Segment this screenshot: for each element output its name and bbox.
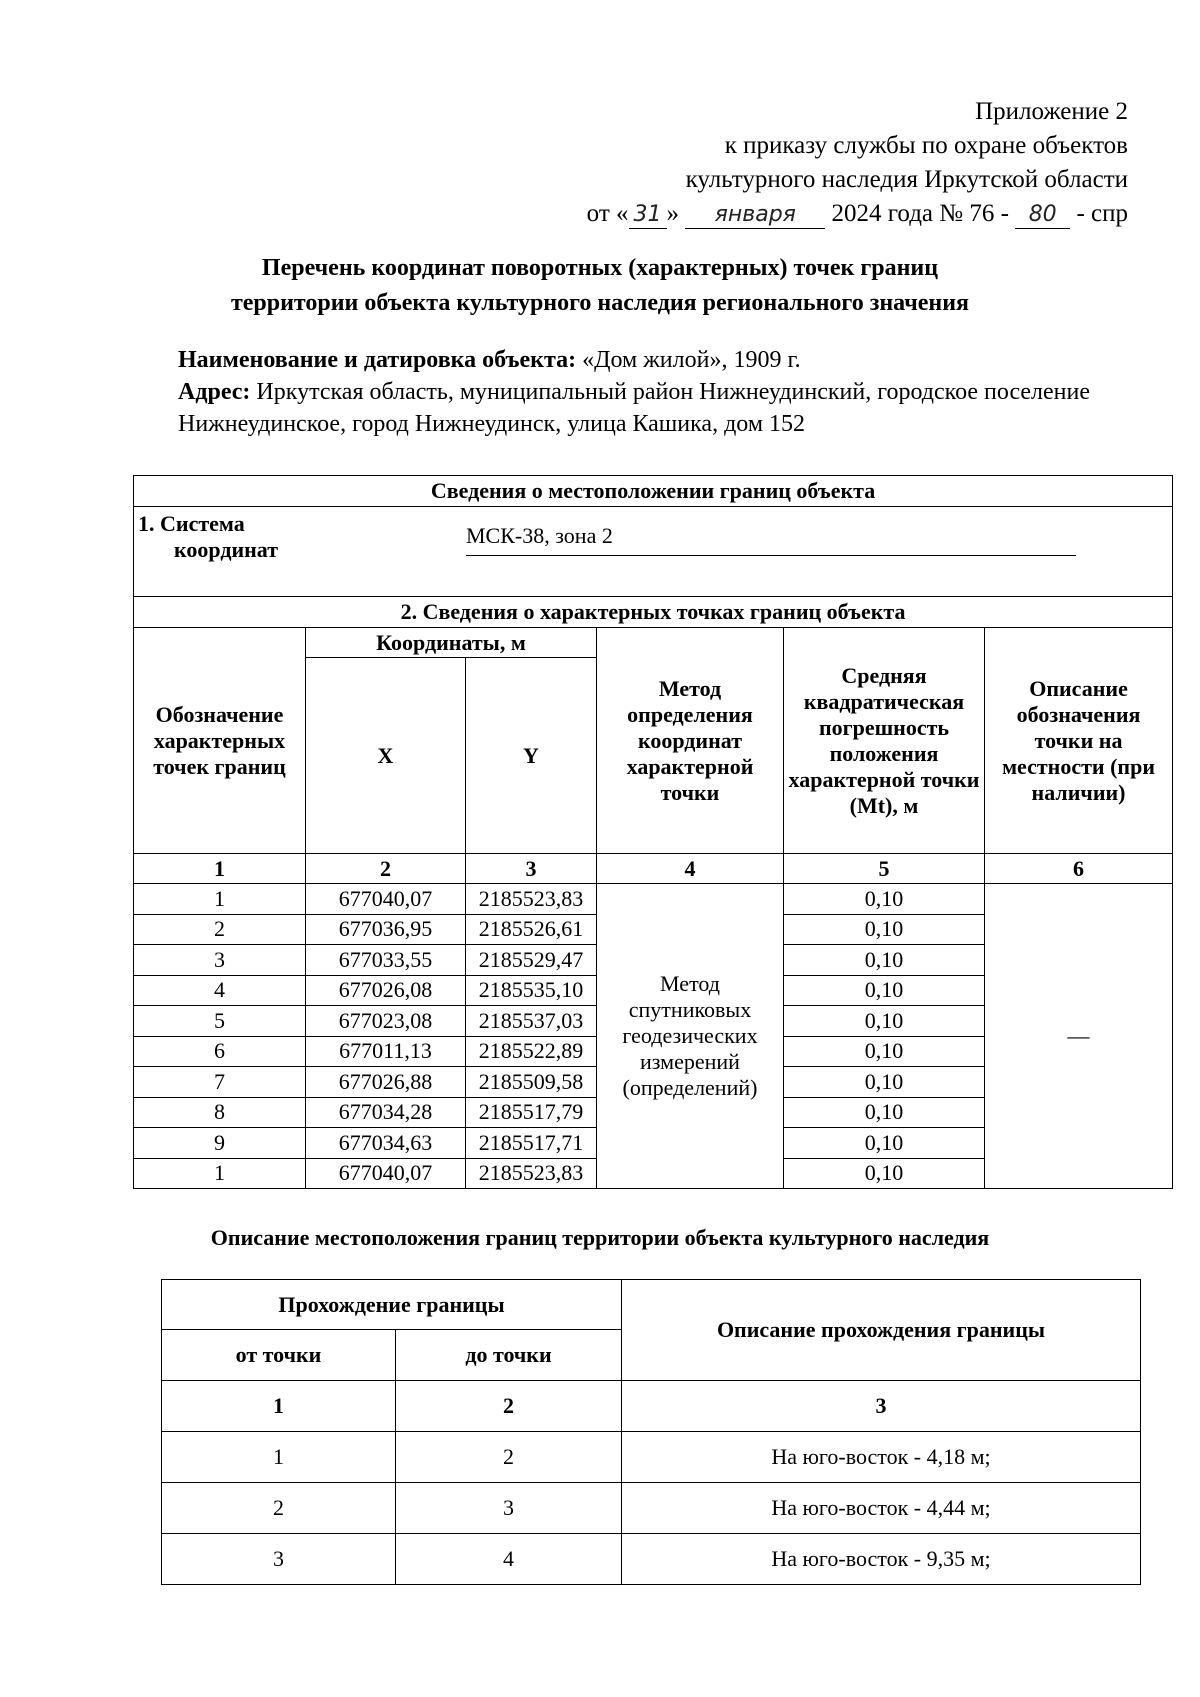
table-row — [162, 1534, 1141, 1585]
column-numbers-row — [134, 854, 1173, 884]
mt-cell: 0,10 — [784, 1006, 985, 1037]
table-row — [162, 1432, 1141, 1483]
object-name-value: «Дом жилой», 1909 г. — [582, 347, 801, 373]
col-number: 1 — [162, 1381, 396, 1432]
from-point-cell: 2 — [162, 1483, 396, 1534]
y-cell: 2185523,83 — [466, 1158, 597, 1189]
x-cell: 677011,13 — [306, 1036, 466, 1067]
quote-close: » — [666, 200, 680, 227]
section-location-title: Сведения о местоположении границ объекта — [134, 476, 1173, 507]
col-number: 2 — [396, 1381, 622, 1432]
point-cell: 9 — [134, 1128, 306, 1159]
section-points-title: 2. Сведения о характерных точках границ объекта — [134, 597, 1173, 628]
x-cell: 677034,28 — [306, 1097, 466, 1128]
header-description: Описание обозначения точки на местности (при наличии) — [985, 628, 1173, 854]
handwritten-day: 31 — [629, 202, 667, 229]
mt-cell: 0,10 — [784, 975, 985, 1006]
point-cell: 8 — [134, 1097, 306, 1128]
x-cell: 677034,63 — [306, 1128, 466, 1159]
order-authority: культурного наследия Иркутской области — [685, 166, 1128, 193]
y-cell: 2185529,47 — [466, 945, 597, 976]
header-coordinates: Координаты, м — [306, 628, 597, 658]
object-address — [178, 376, 1138, 440]
coordinate-system-value: МСК-38, зона 2 — [466, 523, 1076, 556]
y-cell: 2185535,10 — [466, 975, 597, 1006]
x-cell: 677040,07 — [306, 884, 466, 915]
mt-cell: 0,10 — [784, 1158, 985, 1189]
from-point-cell: 1 — [162, 1432, 396, 1483]
boundary-description-title: Описание местоположения границ территории объекта культурного наследия — [210, 1225, 990, 1250]
point-cell: 3 — [134, 945, 306, 976]
object-name-label: Наименование и датировка объекта: — [178, 347, 577, 373]
y-cell: 2185517,79 — [466, 1097, 597, 1128]
order-date-line — [587, 197, 1128, 231]
y-cell: 2185522,89 — [466, 1036, 597, 1067]
col-number: 3 — [622, 1381, 1141, 1432]
x-cell: 677026,88 — [306, 1067, 466, 1098]
coordinates-table — [133, 475, 1173, 1189]
header-from-point: от точки — [162, 1330, 396, 1381]
object-name — [178, 344, 1138, 376]
coordinate-system-row — [134, 507, 1173, 597]
x-cell: 677026,08 — [306, 975, 466, 1006]
boundary-description-cell: На юго-восток - 4,44 м; — [622, 1483, 1141, 1534]
table-row — [162, 1483, 1141, 1534]
to-point-cell: 3 — [396, 1483, 622, 1534]
header-boundary-description: Описание прохождения границы — [622, 1280, 1141, 1381]
point-cell: 2 — [134, 914, 306, 945]
header-error: Средняя квадратическая погрешность положения характерной точки (Mt), м — [784, 628, 985, 854]
boundary-description-cell: На юго-восток - 9,35 м; — [622, 1534, 1141, 1585]
mt-cell: 0,10 — [784, 914, 985, 945]
coordinate-system-label: 1. Система координат — [138, 511, 279, 562]
col-number: 6 — [985, 854, 1173, 884]
mt-cell: 0,10 — [784, 884, 985, 915]
address-label: Адрес: — [178, 379, 251, 405]
column-numbers-row — [162, 1381, 1141, 1432]
header-point: Обозначение характерных точек границ — [134, 628, 306, 854]
col-number: 4 — [597, 854, 784, 884]
mt-cell: 0,10 — [784, 1128, 985, 1159]
y-cell: 2185509,58 — [466, 1067, 597, 1098]
x-cell: 677036,95 — [306, 914, 466, 945]
header-to-point: до точки — [396, 1330, 622, 1381]
address-value: Иркутская область, муниципальный район Нижнеудинский, городское поселение Нижнеудинское, город Нижнеудинск, улица Кашика, дом 152 — [178, 379, 1091, 437]
header-y: Y — [466, 658, 597, 854]
date-prefix: от « — [586, 200, 629, 227]
point-cell: 5 — [134, 1006, 306, 1037]
order-reference: к приказу службы по охране объектов — [724, 132, 1128, 159]
to-point-cell: 4 — [396, 1534, 622, 1585]
handwritten-month: января — [685, 202, 825, 229]
col-number: 2 — [306, 854, 466, 884]
x-cell: 677023,08 — [306, 1006, 466, 1037]
boundary-table — [161, 1279, 1141, 1585]
mt-cell: 0,10 — [784, 1067, 985, 1098]
point-cell: 6 — [134, 1036, 306, 1067]
y-cell: 2185517,71 — [466, 1128, 597, 1159]
mt-cell: 0,10 — [784, 1036, 985, 1067]
y-cell: 2185526,61 — [466, 914, 597, 945]
appendix-label: Приложение 2 — [975, 98, 1128, 125]
header-passage: Прохождение границы — [162, 1280, 622, 1330]
to-point-cell: 2 — [396, 1432, 622, 1483]
boundary-description-cell: На юго-восток - 4,18 м; — [622, 1432, 1141, 1483]
order-suffix: - спр — [1076, 200, 1128, 227]
from-point-cell: 3 — [162, 1534, 396, 1585]
mt-cell: 0,10 — [784, 945, 985, 976]
point-cell: 1 — [134, 1158, 306, 1189]
header-x: X — [306, 658, 466, 854]
x-cell: 677040,07 — [306, 1158, 466, 1189]
x-cell: 677033,55 — [306, 945, 466, 976]
mt-cell: 0,10 — [784, 1097, 985, 1128]
handwritten-number: 80 — [1015, 202, 1070, 229]
point-cell: 4 — [134, 975, 306, 1006]
header-method: Метод определения координат характерной точки — [597, 628, 784, 854]
description-cell: — — [985, 884, 1173, 1189]
table-row — [134, 884, 1173, 915]
method-cell: Метод спутниковых геодезических измерений (определений) — [597, 884, 784, 1189]
document-title-line2: территории объекта культурного наследия регионального значения — [230, 290, 970, 316]
year-number-text: 2024 года № 76 - — [831, 200, 1009, 227]
y-cell: 2185523,83 — [466, 884, 597, 915]
point-cell: 7 — [134, 1067, 306, 1098]
col-number: 5 — [784, 854, 985, 884]
y-cell: 2185537,03 — [466, 1006, 597, 1037]
point-cell: 1 — [134, 884, 306, 915]
document-title-line1: Перечень координат поворотных (характерных) точек границ — [261, 255, 939, 281]
col-number: 1 — [134, 854, 306, 884]
col-number: 3 — [466, 854, 597, 884]
